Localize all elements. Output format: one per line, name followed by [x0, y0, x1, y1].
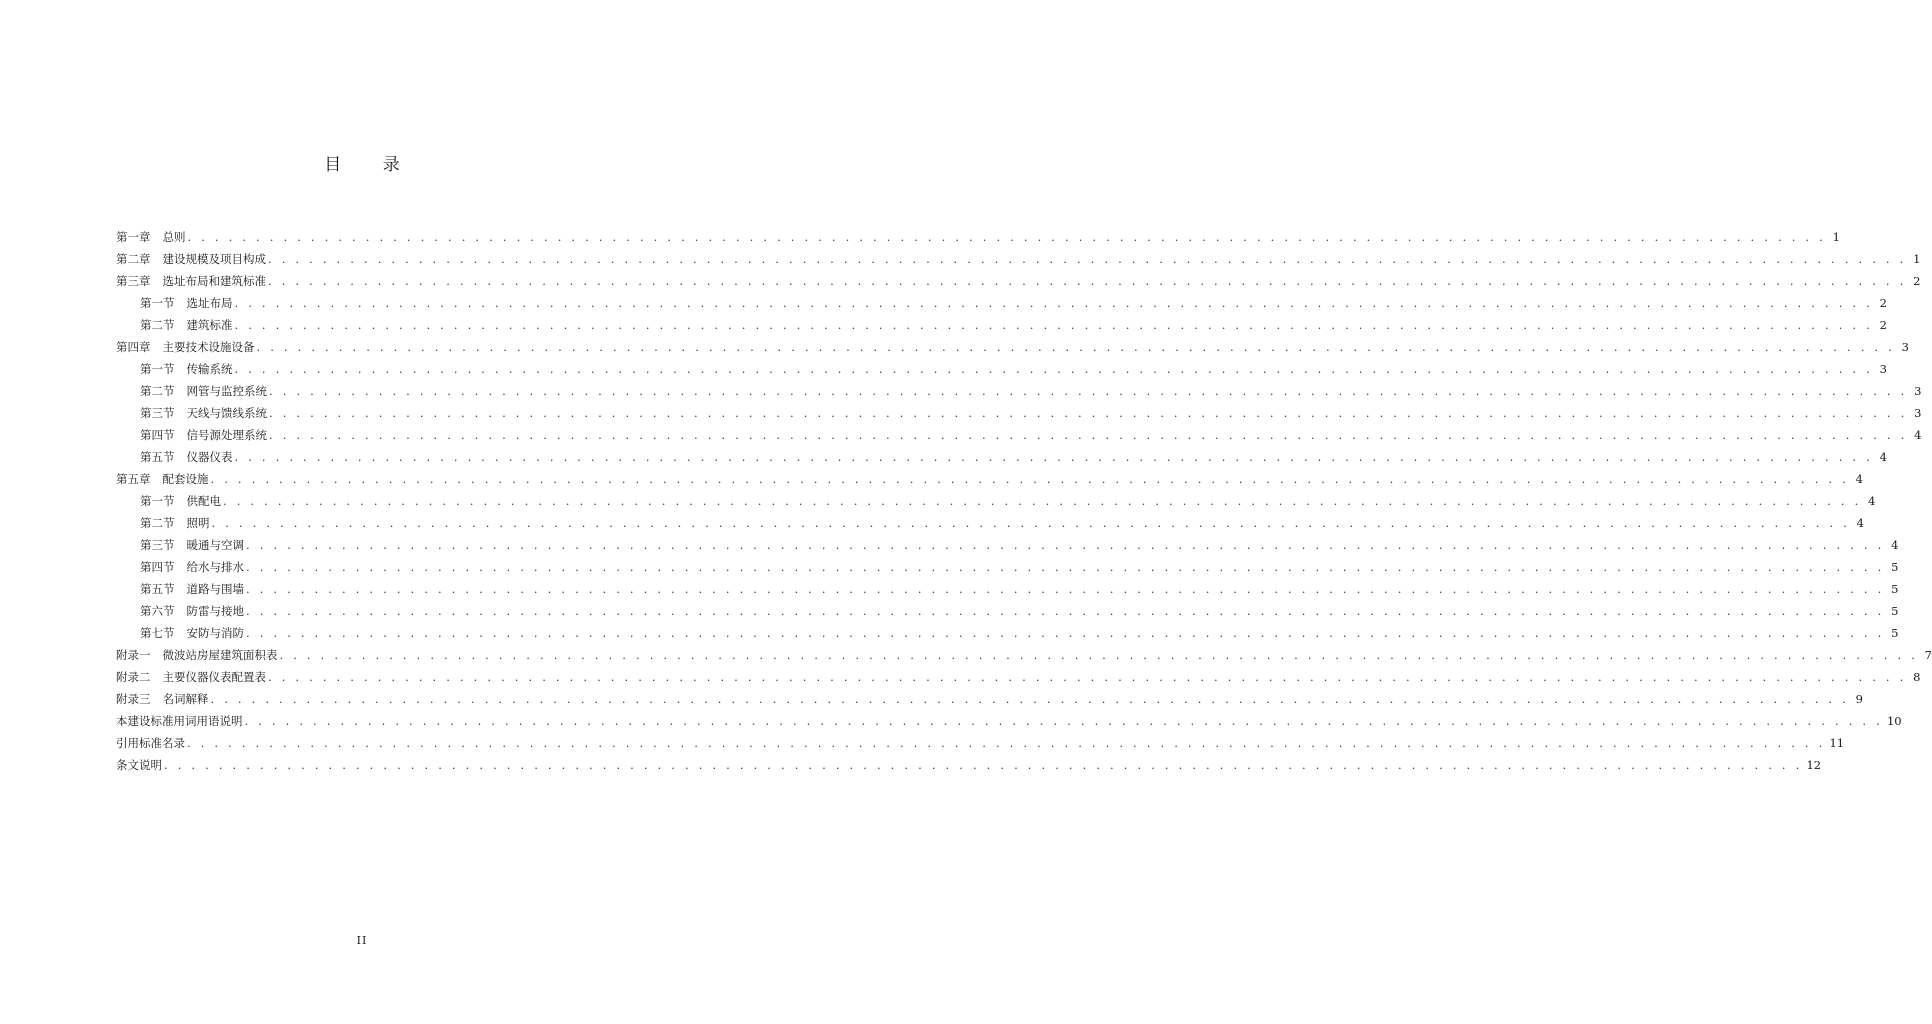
dot-leader: . . . . . . . . . . . . . . . . . . . . . . . . . . . . . . . . . . . . . . . . . . . . . . . . . . . . . . . . . . . . . . . . . . . . . . . . . . . . . . . . . . . . . . . . . . . . . . . . . . . . . . . . . . . . . . . . . . . . . . . . — [187, 736, 1826, 750]
toc-entry-label — [116, 688, 209, 710]
dot-leader: . . . . . . . . . . . . . . . . . . . . . . . . . . . . . . . . . . . . . . . . . . . . . . . . . . . . . . . . . . . . . . . . . . . . . . . . . . . . . . . . . . . . . . . . . . . . . . . . . . . . . . . . . . . . . . . . . . . . . . . . — [279, 648, 1918, 662]
toc-entry[interactable] — [116, 688, 1863, 710]
toc-entry-prefix: 第四节 — [140, 428, 175, 442]
toc-entry-label — [140, 292, 233, 314]
toc-entry[interactable] — [116, 710, 1902, 732]
toc-entry[interactable] — [116, 226, 1840, 248]
toc-entry-text: 暖通与空调 — [186, 538, 244, 552]
toc-entry-page: 3 — [1901, 340, 1909, 354]
dot-leader: . . . . . . . . . . . . . . . . . . . . . . . . . . . . . . . . . . . . . . . . . . . . . . . . . . . . . . . . . . . . . . . . . . . . . . . . . . . . . . . . . . . . . . . . . . . . . . . . . . . . . . . . . . . . . . . . . . . . . . . . — [246, 626, 1885, 640]
toc-entry-label — [140, 358, 233, 380]
toc-entry-prefix: 第二节 — [140, 318, 175, 332]
toc-entry-page: 3 — [1914, 384, 1922, 398]
toc-entry-text: 主要仪器仪表配置表 — [162, 670, 266, 684]
toc-entry-text: 微波站房屋建筑面积表 — [162, 648, 278, 662]
toc-entry[interactable] — [116, 380, 1922, 402]
toc-entry-label — [140, 534, 244, 556]
dot-leader: . . . . . . . . . . . . . . . . . . . . . . . . . . . . . . . . . . . . . . . . . . . . . . . . . . . . . . . . . . . . . . . . . . . . . . . . . . . . . . . . . . . . . . . . . . . . . . . . . . . . . . . . . . . . . . . . . . . . . . . . — [234, 318, 1873, 332]
toc-entry-page: 3 — [1914, 406, 1922, 420]
toc-entry[interactable] — [116, 732, 1845, 754]
toc-entry-label — [116, 732, 185, 754]
toc-entry-page: 9 — [1855, 692, 1863, 706]
toc-entry-label — [116, 248, 266, 270]
toc-entry-text: 选址布局和建筑标准 — [162, 274, 266, 288]
toc-entry-text: 安防与消防 — [186, 626, 244, 640]
toc-entry-text: 建筑标准 — [186, 318, 233, 332]
toc-entry-label — [140, 380, 267, 402]
toc-entry-page: 5 — [1891, 626, 1899, 640]
toc-entry-page: 1 — [1832, 230, 1840, 244]
toc-entry-label — [140, 446, 233, 468]
dot-leader: . . . . . . . . . . . . . . . . . . . . . . . . . . . . . . . . . . . . . . . . . . . . . . . . . . . . . . . . . . . . . . . . . . . . . . . . . . . . . . . . . . . . . . . . . . . . . . . . . . . . . . . . . . . . . . . . . . . . . . . . — [246, 582, 1885, 596]
toc-entry-text: 给水与排水 — [186, 560, 244, 574]
dot-leader: . . . . . . . . . . . . . . . . . . . . . . . . . . . . . . . . . . . . . . . . . . . . . . . . . . . . . . . . . . . . . . . . . . . . . . . . . . . . . . . . . . . . . . . . . . . . . . . . . . . . . . . . . . . . . . . . . . . . . . . . — [268, 274, 1907, 288]
toc-entry-page: 5 — [1891, 582, 1899, 596]
toc-entry[interactable] — [116, 600, 1899, 622]
dot-leader: . . . . . . . . . . . . . . . . . . . . . . . . . . . . . . . . . . . . . . . . . . . . . . . . . . . . . . . . . . . . . . . . . . . . . . . . . . . . . . . . . . . . . . . . . . . . . . . . . . . . . . . . . . . . . . . . . . . . . . . . — [234, 450, 1873, 464]
toc-entry-prefix: 第四节 — [140, 560, 175, 574]
page-number: II — [356, 934, 368, 947]
toc-entry-text: 主要技术设施设备 — [162, 340, 255, 354]
dot-leader: . . . . . . . . . . . . . . . . . . . . . . . . . . . . . . . . . . . . . . . . . . . . . . . . . . . . . . . . . . . . . . . . . . . . . . . . . . . . . . . . . . . . . . . . . . . . . . . . . . . . . . . . . . . . . . . . . . . . . . . . — [269, 428, 1908, 442]
toc-entry-prefix: 第一节 — [140, 362, 175, 376]
toc-entry[interactable] — [116, 336, 1909, 358]
toc-entry-prefix: 第五节 — [140, 450, 175, 464]
toc-entry[interactable] — [116, 424, 1922, 446]
toc-title: 目 录 — [324, 155, 418, 175]
toc-entry-page: 4 — [1855, 472, 1863, 486]
toc-entry-label — [116, 336, 255, 358]
toc-entry-label — [140, 600, 244, 622]
toc-entry-text: 传输系统 — [186, 362, 233, 376]
toc-entry-text: 道路与围墙 — [186, 582, 244, 596]
toc-entry-label — [140, 556, 244, 578]
toc-entry[interactable] — [116, 270, 1921, 292]
toc-entry-page: 4 — [1856, 516, 1864, 530]
dot-leader: . . . . . . . . . . . . . . . . . . . . . . . . . . . . . . . . . . . . . . . . . . . . . . . . . . . . . . . . . . . . . . . . . . . . . . . . . . . . . . . . . . . . . . . . . . . . . . . . . . . . . . . . . . . . . . . . . . . . . . . . — [269, 406, 1908, 420]
toc-entry-prefix: 第六节 — [140, 604, 175, 618]
toc-entry[interactable] — [116, 358, 1887, 380]
toc-entry-text: 条文说明 — [116, 758, 162, 772]
dot-leader: . . . . . . . . . . . . . . . . . . . . . . . . . . . . . . . . . . . . . . . . . . . . . . . . . . . . . . . . . . . . . . . . . . . . . . . . . . . . . . . . . . . . . . . . . . . . . . . . . . . . . . . . . . . . . . . . . . . . . . . . — [268, 252, 1907, 266]
dot-leader: . . . . . . . . . . . . . . . . . . . . . . . . . . . . . . . . . . . . . . . . . . . . . . . . . . . . . . . . . . . . . . . . . . . . . . . . . . . . . . . . . . . . . . . . . . . . . . . . . . . . . . . . . . . . . . . . . . . . . . . . — [244, 714, 1883, 728]
toc-entry-page: 2 — [1879, 296, 1887, 310]
toc-entry-page: 7 — [1924, 648, 1932, 662]
toc-entry-prefix: 附录一 — [116, 648, 151, 662]
toc-entry-text: 本建设标准用词用语说明 — [116, 714, 243, 728]
toc-entry-label — [116, 754, 162, 776]
toc-entry-page: 2 — [1913, 274, 1921, 288]
dot-leader: . . . . . . . . . . . . . . . . . . . . . . . . . . . . . . . . . . . . . . . . . . . . . . . . . . . . . . . . . . . . . . . . . . . . . . . . . . . . . . . . . . . . . . . . . . . . . . . . . . . . . . . . . . . . . . . . . . . . . . . . — [211, 516, 1850, 530]
toc-entry-prefix: 附录三 — [116, 692, 151, 706]
toc-entry-text: 防雷与接地 — [186, 604, 244, 618]
toc-entry-prefix: 第一节 — [140, 296, 175, 310]
dot-leader: . . . . . . . . . . . . . . . . . . . . . . . . . . . . . . . . . . . . . . . . . . . . . . . . . . . . . . . . . . . . . . . . . . . . . . . . . . . . . . . . . . . . . . . . . . . . . . . . . . . . . . . . . . . . . . . . . . . . . . . . — [164, 758, 1803, 772]
dot-leader: . . . . . . . . . . . . . . . . . . . . . . . . . . . . . . . . . . . . . . . . . . . . . . . . . . . . . . . . . . . . . . . . . . . . . . . . . . . . . . . . . . . . . . . . . . . . . . . . . . . . . . . . . . . . . . . . . . . . . . . . — [246, 560, 1885, 574]
toc-entry-prefix: 第三节 — [140, 538, 175, 552]
toc-entry-page: 5 — [1891, 604, 1899, 618]
toc-entry-text: 选址布局 — [186, 296, 233, 310]
dot-leader: . . . . . . . . . . . . . . . . . . . . . . . . . . . . . . . . . . . . . . . . . . . . . . . . . . . . . . . . . . . . . . . . . . . . . . . . . . . . . . . . . . . . . . . . . . . . . . . . . . . . . . . . . . . . . . . . . . . . . . . . — [268, 670, 1907, 684]
toc-entry-label — [116, 644, 278, 666]
toc-entry[interactable] — [116, 644, 1932, 666]
toc-entry-prefix: 第三章 — [116, 274, 151, 288]
toc-entry[interactable] — [116, 292, 1887, 314]
dot-leader: . . . . . . . . . . . . . . . . . . . . . . . . . . . . . . . . . . . . . . . . . . . . . . . . . . . . . . . . . . . . . . . . . . . . . . . . . . . . . . . . . . . . . . . . . . . . . . . . . . . . . . . . . . . . . . . . . . . . . . . . — [256, 340, 1895, 354]
dot-leader: . . . . . . . . . . . . . . . . . . . . . . . . . . . . . . . . . . . . . . . . . . . . . . . . . . . . . . . . . . . . . . . . . . . . . . . . . . . . . . . . . . . . . . . . . . . . . . . . . . . . . . . . . . . . . . . . . . . . . . . . — [246, 604, 1885, 618]
dot-leader: . . . . . . . . . . . . . . . . . . . . . . . . . . . . . . . . . . . . . . . . . . . . . . . . . . . . . . . . . . . . . . . . . . . . . . . . . . . . . . . . . . . . . . . . . . . . . . . . . . . . . . . . . . . . . . . . . . . . . . . . — [246, 538, 1885, 552]
toc-entry-label — [116, 468, 209, 490]
toc-entry-prefix: 第五节 — [140, 582, 175, 596]
toc-entry[interactable] — [116, 512, 1864, 534]
toc-entry-label — [140, 490, 221, 512]
table-of-contents — [116, 226, 1932, 776]
toc-entry-prefix: 第二章 — [116, 252, 151, 266]
toc-entry-page: 11 — [1829, 736, 1845, 750]
toc-entry[interactable] — [116, 248, 1921, 270]
dot-leader: . . . . . . . . . . . . . . . . . . . . . . . . . . . . . . . . . . . . . . . . . . . . . . . . . . . . . . . . . . . . . . . . . . . . . . . . . . . . . . . . . . . . . . . . . . . . . . . . . . . . . . . . . . . . . . . . . . . . . . . . — [234, 296, 1873, 310]
dot-leader: . . . . . . . . . . . . . . . . . . . . . . . . . . . . . . . . . . . . . . . . . . . . . . . . . . . . . . . . . . . . . . . . . . . . . . . . . . . . . . . . . . . . . . . . . . . . . . . . . . . . . . . . . . . . . . . . . . . . . . . . — [269, 384, 1908, 398]
dot-leader: . . . . . . . . . . . . . . . . . . . . . . . . . . . . . . . . . . . . . . . . . . . . . . . . . . . . . . . . . . . . . . . . . . . . . . . . . . . . . . . . . . . . . . . . . . . . . . . . . . . . . . . . . . . . . . . . . . . . . . . . — [210, 692, 1849, 706]
toc-entry-prefix: 第五章 — [116, 472, 151, 486]
toc-entry[interactable] — [116, 534, 1899, 556]
dot-leader: . . . . . . . . . . . . . . . . . . . . . . . . . . . . . . . . . . . . . . . . . . . . . . . . . . . . . . . . . . . . . . . . . . . . . . . . . . . . . . . . . . . . . . . . . . . . . . . . . . . . . . . . . . . . . . . . . . . . . . . . — [223, 494, 1862, 508]
toc-entry-text: 仪器仪表 — [186, 450, 233, 464]
toc-entry-text: 信号源处理系统 — [186, 428, 267, 442]
toc-entry[interactable] — [116, 578, 1899, 600]
dot-leader: . . . . . . . . . . . . . . . . . . . . . . . . . . . . . . . . . . . . . . . . . . . . . . . . . . . . . . . . . . . . . . . . . . . . . . . . . . . . . . . . . . . . . . . . . . . . . . . . . . . . . . . . . . . . . . . . . . . . . . . . — [210, 472, 1849, 486]
toc-entry-label — [140, 578, 244, 600]
dot-leader: . . . . . . . . . . . . . . . . . . . . . . . . . . . . . . . . . . . . . . . . . . . . . . . . . . . . . . . . . . . . . . . . . . . . . . . . . . . . . . . . . . . . . . . . . . . . . . . . . . . . . . . . . . . . . . . . . . . . . . . . — [187, 230, 1826, 244]
toc-entry-prefix: 第一节 — [140, 494, 175, 508]
toc-entry[interactable] — [116, 754, 1822, 776]
toc-entry-label — [116, 270, 266, 292]
toc-entry-text: 照明 — [186, 516, 210, 530]
toc-entry-prefix: 第二节 — [140, 384, 175, 398]
toc-entry-label — [116, 226, 186, 248]
toc-entry[interactable] — [116, 402, 1922, 424]
toc-entry-text: 建设规模及项目构成 — [162, 252, 266, 266]
toc-entry-label — [140, 314, 233, 336]
toc-entry-prefix: 第七节 — [140, 626, 175, 640]
toc-entry-prefix: 附录二 — [116, 670, 151, 684]
toc-entry-page: 3 — [1879, 362, 1887, 376]
toc-entry[interactable] — [116, 468, 1863, 490]
toc-entry-page: 4 — [1891, 538, 1899, 552]
toc-entry-label — [116, 710, 243, 732]
dot-leader: . . . . . . . . . . . . . . . . . . . . . . . . . . . . . . . . . . . . . . . . . . . . . . . . . . . . . . . . . . . . . . . . . . . . . . . . . . . . . . . . . . . . . . . . . . . . . . . . . . . . . . . . . . . . . . . . . . . . . . . . — [234, 362, 1873, 376]
toc-entry-prefix: 第二节 — [140, 516, 175, 530]
toc-entry-label — [140, 424, 267, 446]
toc-entry-prefix: 第四章 — [116, 340, 151, 354]
toc-entry[interactable] — [116, 666, 1921, 688]
toc-entry-prefix: 第一章 — [116, 230, 151, 244]
toc-entry-page: 10 — [1886, 714, 1902, 728]
toc-entry[interactable] — [116, 314, 1887, 336]
toc-entry-text: 引用标准名录 — [116, 736, 185, 750]
toc-entry-page: 8 — [1913, 670, 1921, 684]
toc-entry-page: 5 — [1891, 560, 1899, 574]
toc-entry[interactable] — [116, 622, 1899, 644]
toc-entry-page: 4 — [1868, 494, 1876, 508]
toc-entry-prefix: 第三节 — [140, 406, 175, 420]
toc-entry-label — [116, 666, 266, 688]
toc-entry-text: 网管与监控系统 — [186, 384, 267, 398]
toc-entry-label — [140, 512, 210, 534]
toc-entry-text: 总则 — [162, 230, 186, 244]
toc-entry-page: 1 — [1913, 252, 1921, 266]
toc-entry-page: 4 — [1879, 450, 1887, 464]
toc-entry-page: 2 — [1879, 318, 1887, 332]
toc-entry-text: 配套设施 — [162, 472, 209, 486]
toc-entry-text: 天线与馈线系统 — [186, 406, 267, 420]
toc-entry-text: 名词解释 — [162, 692, 209, 706]
toc-entry-page: 4 — [1914, 428, 1922, 442]
toc-entry[interactable] — [116, 490, 1876, 512]
toc-entry-label — [140, 622, 244, 644]
toc-entry-page: 12 — [1806, 758, 1822, 772]
toc-entry[interactable] — [116, 446, 1887, 468]
toc-entry-label — [140, 402, 267, 424]
toc-entry[interactable] — [116, 556, 1899, 578]
toc-entry-text: 供配电 — [186, 494, 221, 508]
